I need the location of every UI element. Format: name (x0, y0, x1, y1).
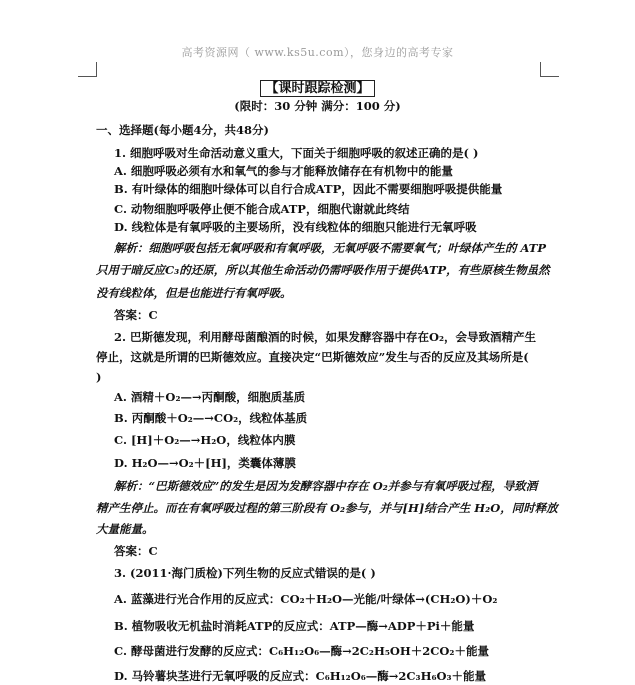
q2-option-d: D. H₂O—→O₂＋[H]，类囊体薄膜 (114, 456, 296, 470)
section-heading: 一、选择题(每小题4分，共48分) (96, 123, 269, 137)
q3-option-c: C. 酵母菌进行发酵的反应式：C₆H₁₂O₆—酶→2C₂H₅OH＋2CO₂＋能量 (114, 644, 489, 658)
time-score-line: (限时：30 分钟 满分：100 分) (234, 99, 401, 113)
question-2-line3: ) (96, 370, 102, 384)
q3-option-a: A. 蓝藻进行光合作用的反应式：CO₂＋H₂O—光能/叶绿体→(CH₂O)＋O₂ (114, 592, 498, 606)
q3-option-b: B. 植物吸收无机盐时消耗ATP的反应式：ATP—酶→ADP＋Pi＋能量 (114, 619, 475, 633)
q1-analysis-line2: 只用于暗反应C₃的还原，所以其他生命活动仍需呼吸作用于提供ATP，有些原核生物虽然 (96, 263, 550, 277)
margin-corner-mark-right (540, 62, 559, 77)
q1-option-d: D. 线粒体是有氧呼吸的主要场所，没有线粒体的细胞只能进行无氧呼吸 (114, 220, 477, 234)
q2-option-b: B. 丙酮酸＋O₂—→CO₂，线粒体基质 (114, 411, 308, 425)
q1-option-a: A. 细胞呼吸必须有水和氧气的参与才能释放储存在有机物中的能量 (114, 164, 453, 178)
q2-analysis-line2: 精产生停止。而在有氧呼吸过程的第三阶段有 O₂参与，并与[H]结合产生 H₂O，同时释放 (96, 501, 558, 515)
q1-analysis-line3: 没有线粒体，但是也能进行有氧呼吸。 (96, 286, 292, 300)
question-3: 3. (2011·海门质检)下列生物的反应式错误的是( ) (114, 566, 376, 580)
q1-analysis-line1: 解析：细胞呼吸包括无氧呼吸和有氧呼吸，无氧呼吸不需要氧气；叶绿体产生的 ATP (114, 241, 546, 255)
document-title (0, 77, 635, 96)
margin-corner-mark-left (78, 62, 97, 77)
q2-option-c: C. [H]＋O₂—→H₂O，线粒体内膜 (114, 433, 296, 447)
q1-option-b: B. 有叶绿体的细胞叶绿体可以自行合成ATP，因此不需要细胞呼吸提供能量 (114, 182, 503, 196)
q2-answer: 答案：C (114, 544, 158, 558)
question-2-line1: 2. 巴斯德发现，利用酵母菌酿酒的时候，如果发酵容器中存在O₂，会导致酒精产生 (114, 330, 537, 344)
q2-analysis-line3: 大量能量。 (96, 522, 154, 536)
q1-answer: 答案：C (114, 308, 158, 322)
question-1: 1. 细胞呼吸对生命活动意义重大，下面关于细胞呼吸的叙述正确的是( ) (114, 146, 479, 160)
q3-option-d: D. 马铃薯块茎进行无氧呼吸的反应式：C₆H₁₂O₆—酶→2C₃H₆O₃＋能量 (114, 669, 487, 683)
title-text: 【课时跟踪检测】 (260, 80, 374, 97)
page-header: 高考资源网（ www.ks5u.com），您身边的高考专家 (181, 46, 454, 59)
q2-analysis-line1: 解析：“巴斯德效应”的发生是因为发酵容器中存在 O₂并参与有氧呼吸过程，导致酒 (114, 479, 538, 493)
question-2-line2: 停止，这就是所谓的巴斯德效应。直接决定“巴斯德效应”发生与否的反应及其场所是( (96, 350, 529, 364)
q2-option-a: A. 酒精＋O₂—→丙酮酸，细胞质基质 (114, 390, 306, 404)
q1-option-c: C. 动物细胞呼吸停止便不能合成ATP，细胞代谢就此终结 (114, 202, 410, 216)
